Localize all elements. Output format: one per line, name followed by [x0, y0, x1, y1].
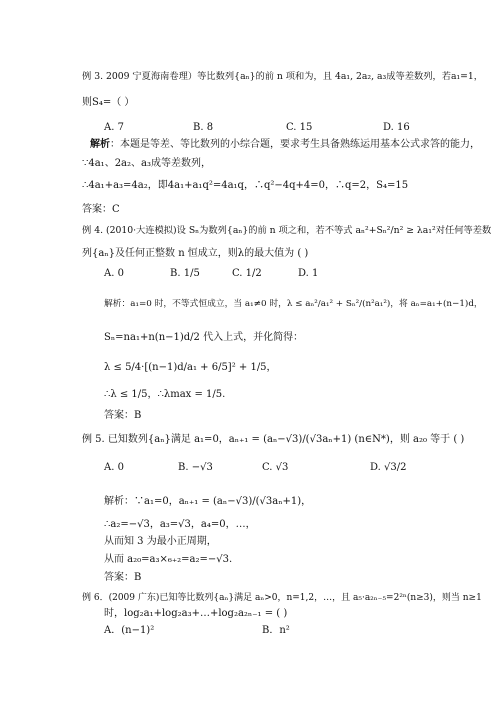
example-3-question-line2: 则S₄=（ ）	[82, 97, 135, 108]
example-5-question: 例 5. 已知数列{aₙ}满足 a₁=0，aₙ₊₁ = (aₙ−√3)/(√3aₙ+1) (n∈N*)，则 a₂₀ 等于 ( )	[82, 434, 465, 445]
example-5-answer: 答案：B	[104, 572, 142, 583]
example-4-option-b: B. 1/5	[170, 268, 200, 279]
example-4-solution-line3: λ ≤ 5/4·[(n−1)d/a₁ + 6/5]² + 1/5，	[104, 362, 277, 373]
example-4-solution-line1: 解析：a₁=0 时，不等式恒成立，当 a₁≠0 时，λ ≤ aₙ²/a₁² + Sₙ²/(n²a₁²)，将 aₙ=a₁+(n−1)d，	[104, 299, 483, 309]
example-6-option-a: A．(n−1)²	[104, 625, 155, 636]
example-3-option-d: D. 16	[383, 122, 410, 133]
example-3-option-c: C. 15	[286, 122, 313, 133]
example-4-option-a: A. 0	[104, 268, 124, 279]
example-5-solution-line1: 解析：∵a₁=0，aₙ₊₁ = (aₙ−√3)/(√3aₙ+1)，	[104, 496, 312, 507]
example-5-option-d: D. √3/2	[370, 462, 407, 473]
example-4-question-line1: 例 4. (2010·大连模拟)设 Sₙ为数列{aₙ}的前 n 项之和，若不等式 aₙ²+Sₙ²/n² ≥ λa₁²对任何等差数	[82, 225, 492, 236]
example-3-option-a: A. 7	[104, 122, 124, 133]
example-3-answer: 答案：C	[82, 204, 120, 215]
solution-label: 解析	[90, 139, 110, 150]
example-4-solution-line2: Sₙ=na₁+n(n−1)d/2 代入上式，并化简得：	[104, 332, 304, 343]
example-3-question-line1: 例 3. 2009 宁夏海南卷理）等比数列{aₙ}的前 n 项和为，且 4a₁, 2a₂, a₃成等差数列，若a₁=1，	[82, 71, 484, 82]
example-3-option-b: B. 8	[193, 122, 214, 133]
example-4-solution-line4: ∴λ ≤ 1/5，∴λmax = 1/5.	[104, 389, 226, 400]
example-5-solution-line3: 从而知 3 为最小正周期，	[104, 536, 217, 547]
example-3-solution-line2: ∵4a₁、2a₂、a₃成等差数列，	[82, 158, 211, 169]
example-5-option-a: A. 0	[104, 462, 124, 473]
example-5-solution-line2: ∴a₂=−√3，a₃=√3，a₄=0，…，	[104, 519, 256, 530]
example-6-question-line1: 例 6．(2009 广东)已知等比数列{aₙ}满足 aₙ>0，n=1,2，…，且 a₅·a₂ₙ₋₅=2²ⁿ(n≥3)，则当 n≥1	[82, 593, 482, 603]
solution-text: ：本题是等差、等比数列的小综合题，要求考生具备熟练运用基本公式求答的能力，	[110, 139, 480, 150]
example-6-question-line2: 时，log₂a₁+log₂a₃+…+log₂a₂ₙ₋₁ = ( )	[104, 608, 288, 619]
example-4-question-line2: 列{aₙ}及任何正整数 n 恒成立，则λ的最大值为 ( )	[82, 248, 309, 259]
example-3-solution-line1	[82, 139, 480, 151]
example-5-option-c: C. √3	[262, 462, 289, 473]
example-4-option-d: D. 1	[298, 268, 319, 279]
example-4-option-c: C. 1/2	[232, 268, 262, 279]
example-3-solution-line3: ∴4a₁+a₃=4a₂，即4a₁+a₁q²=4a₁q，∴q²−4q+4=0，∴q=2，S₄=15	[82, 180, 409, 191]
example-4-answer: 答案：B	[104, 410, 142, 421]
example-5-solution-line4: 从而 a₂₀=a₃×₆₊₂=a₂=−√3.	[104, 554, 233, 565]
example-5-option-b: B. −√3	[178, 462, 213, 473]
example-6-option-b: B．n²	[262, 625, 290, 636]
